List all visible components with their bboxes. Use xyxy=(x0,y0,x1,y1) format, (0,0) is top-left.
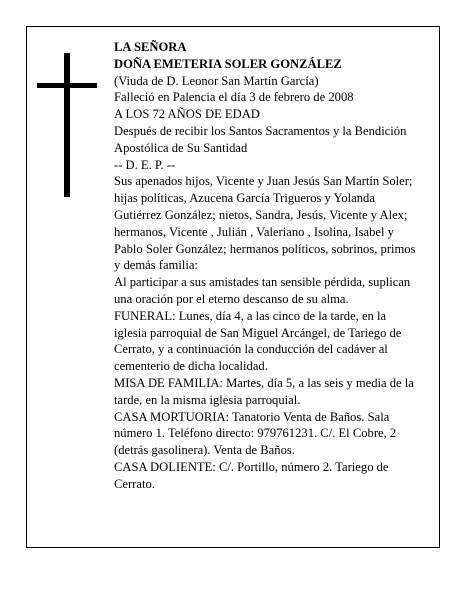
family-paragraph: Sus apenados hijos, Vicente y Juan Jesús San Martín Soler; hijas políticas, Azucena García Trigueros y Yolanda Gutiérrez González; nietos, Sandra, Jesús, Vicente y Alex; hermanos, Vicente , Julián , Valeriano , Isolina, Isabel y Pablo Soler González; hermanos políticos, sobrinos, primos y demás familia: xyxy=(114,174,416,273)
widow-of: (Viuda de D. Leonor San Martín García) xyxy=(114,73,319,88)
age-line: A LOS 72 AÑOS DE EDAD xyxy=(114,107,260,122)
funeral-paragraph: FUNERAL: Lunes, día 4, a las cinco de la tarde, en la iglesia parroquial de San Miguel Arcángel, de Tariego de Cerrato, y a continuación la conducción del cadáver al cementerio de dicha localidad. xyxy=(114,308,402,374)
funeral-home-paragraph: CASA MORTUORIA: Tanatorio Venta de Baños. Sala número 1. Teléfono directo: 979761231. C/. El Cobre, 2 (detrás gasolinera). Venta de Baños. xyxy=(114,409,397,458)
cross-icon xyxy=(64,53,70,197)
deceased-name: DOÑA EMETERIA SOLER GONZÁLEZ xyxy=(114,56,342,71)
cross-icon-bar xyxy=(37,83,97,88)
death-notice: Falleció en Palencia el día 3 de febrero de 2008 xyxy=(114,90,354,105)
request-paragraph: Al participar a sus amistades tan sensible pérdida, suplican una oración por el eterno descanso de su alma. xyxy=(114,275,411,306)
rip-line: -- D. E. P. -- xyxy=(114,157,176,172)
sacraments-line: Después de recibir los Santos Sacramentos y la Bendición Apostólica de Su Santidad xyxy=(114,123,407,155)
heading-title: LA SEÑORA xyxy=(114,40,187,54)
family-mass-paragraph: MISA DE FAMILIA: Martes, día 5, a las seis y media de la tarde, en la misma iglesia parroquial. xyxy=(114,375,414,407)
obituary-text xyxy=(114,39,422,493)
mourning-house-paragraph: CASA DOLIENTE: C/. Portillo, número 2. Tariego de Cerrato. xyxy=(114,459,389,491)
